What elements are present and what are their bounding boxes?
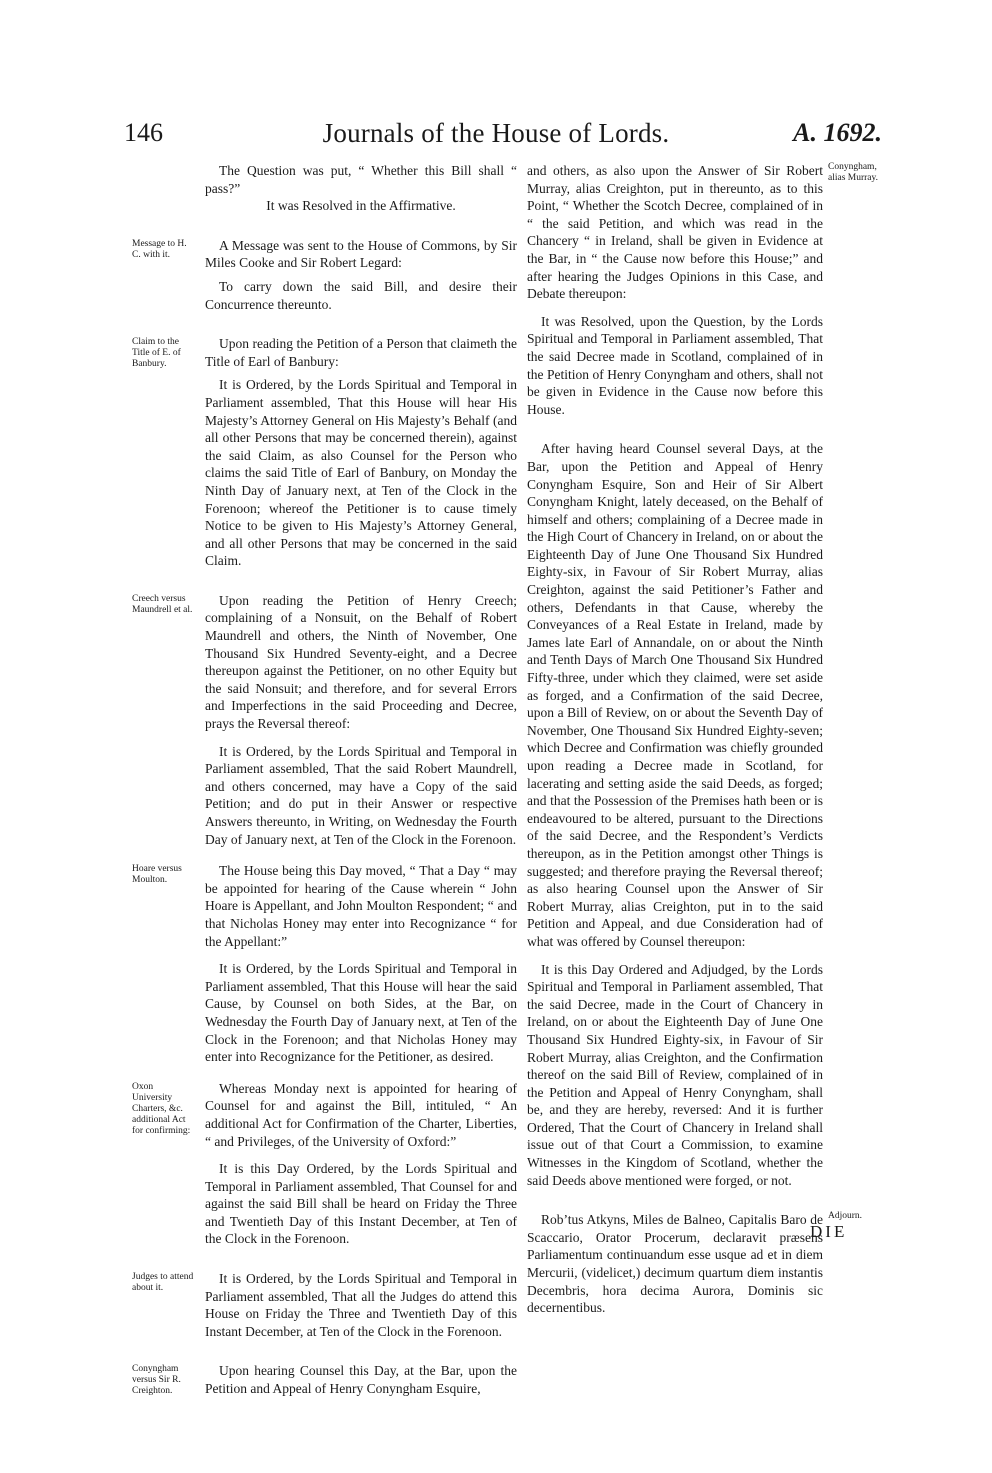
hoare-text: The House being this Day moved, “ That a Day “ may be appointed for hearing of the Cause wherein “ John Hoare is Appellant, and John Moulton Respondent; “ and that Nicholas Honey may enter into Recognizance “ for the Appellant:” xyxy=(205,863,517,949)
adjudged-text: It is this Day Ordered and Adjudged, by the Lords Spiritual and Temporal in Parliament assembled, That the said Decree, made in the Court of Chancery in Ireland, on or about the Eighteenth Day of June One Thousand Six Hundred Eighty-six, in Favour of Sir Robert Murray, alias Creighton, and the Confirmation thereof on the said Bill of Review, complained of in the Petition and Appeal of Henry Conyngham, shall be, and they are hereby, reversed: And it is further Ordered, That the Court of Chancery in Ireland shall issue out of that Court a Commission, to examine Witnesses in the Kingdom of Scotland, whether the said Deeds above mentioned were forged, or not. xyxy=(527,961,823,1188)
page-number: 146 xyxy=(124,118,163,147)
right-column xyxy=(527,162,879,1317)
bill-resolved: It was Resolved in the Affirmative. xyxy=(266,198,456,214)
claim-text: Upon reading the Petition of a Person that claimeth the Title of Earl of Banbury: xyxy=(205,336,517,369)
resolved-text: It was Resolved, upon the Question, by the Lords Spiritual and Temporal in Parliament assembled, That the said Decree made in Scotland, complained of in the Petition of Henry Conyngham and others, shall not be given in Evidence in the Cause now before this House. xyxy=(527,313,823,417)
margin-note-creech: Creech versus Maundrell et al. xyxy=(132,593,193,615)
margin-note-message: Message to H. C. with it. xyxy=(132,238,187,260)
entry-hoare xyxy=(132,862,517,1066)
adjourn-text: Rob’tus Atkyns, Miles de Balneo, Capitalis Baro de Scaccario, Orator Procerum, declaravit præsens Parliamentum continuandum esse usque ad et in diem Mercurii, (videlicet,) decimum quartum diem instantis Decembris, hora decima Aurora, Dominis sic decernentibus. xyxy=(527,1212,823,1316)
entry-message xyxy=(132,237,517,313)
creech-text: Upon reading the Petition of Henry Creech; complaining of a Nonsuit, on the Behalf of Robert Maundrell and others, the Ninth of November, One Thousand Six Hundred Seventy-eight, and a Decree thereupon against the Petitioner, on no other Equity but the said Nonsuit; and therefore, and for several Errors and Imperfections in the said Proceeding and Decree, prays the Reversal thereof: xyxy=(205,592,517,732)
margin-note-conyngham-murray: Conyngham, alias Murray. xyxy=(828,162,879,183)
message-text-2: To carry down the said Bill, and desire their Concurrence thereunto. xyxy=(205,278,517,312)
bill-question: The Question was put, “ Whether this Bill shall “ pass?” xyxy=(205,163,517,196)
margin-note-hoare: Hoare versus Moulton. xyxy=(132,864,182,886)
claim-order: It is Ordered, by the Lords Spiritual and Temporal in Parliament assembled, That this House will hear His Majesty’s Attorney General on His Majesty’s Behalf (and all other Persons that may be concerned therein), against the said Claim, as also Counsel for the Person who claims the said Title of Earl of Banbury, on Monday the Ninth Day of January next, at Ten of the Clock in the Forenoon; whereof the Petitioner is to cause timely Notice to be given to His Majesty’s Attorney General, and all other Persons that may be concerned in the said Claim. xyxy=(205,377,517,569)
entry-creech xyxy=(132,592,517,848)
after-hearing-text: After having heard Counsel several Days, at the Bar, upon the Petition and Appeal of Henry Conyngham Esquire, Son and Heir of Sir Albert Conyngham Knight, lately deceased, on the Behalf of himself and others; complaining of a Decree made in the High Court of Chancery in Ireland, on or about the Eighteenth Day of June One Thousand Six Hundred Eighty-six, in Favour of Sir Robert Murray, alias Creighton, against the said Petitioner’s Father and others, Defendants in that Cause, whereby the Conveyances of a Real Estate in Ireland, made by James late Earl of Annandale, on or about the Ninth and Tenth Days of March One Thousand Six Hundred Fifty-three, under which they claimed, were set aside as forged, and a Confirmation of the said Decree, upon a Bill of Review, on or about the Seventh Day of November, One Thousand Six Hundred Eighty-seven; which Decree and Confirmation was chiefly grounded upon reading a Decree made in Scotland, for lacerating and setting aside the said Deeds, as forged; and that the Possession of the Premises hath been or is endeavoured to be altered, pursuant to the Directions of the said Decree, and the Respondent’s Verdicts thereupon, as in the Petition amongst other Things is suggested; and therefore praying the Reversal thereof; as also hearing Counsel upon the Answer of Sir Robert Murray, alias Creighton, put in to the said Petition and Appeal, and due Consideration had of what was offered by Counsel thereupon: xyxy=(527,441,823,949)
journal-year: A. 1692. xyxy=(793,118,882,147)
message-text: A Message was sent to the House of Commons, by Sir Miles Cooke and Sir Robert Legard: xyxy=(205,237,517,271)
entry-oxon xyxy=(132,1080,517,1248)
page-header xyxy=(110,118,882,158)
entry-conyngham xyxy=(132,1362,517,1397)
entry-judges xyxy=(132,1270,517,1340)
oxon-text: Whereas Monday next is appointed for hearing of Counsel for and against the Bill, intituled, “ An additional Act for Confirmation of the Charter, Liberties, “ and Privileges, of the University of Oxford:” xyxy=(205,1080,517,1149)
entry-adjourn xyxy=(527,1211,863,1317)
entry-claim xyxy=(132,335,517,570)
left-column xyxy=(132,162,517,1398)
judges-order: It is Ordered, by the Lords Spiritual and Temporal in Parliament assembled, That all the Judges do attend this House on Friday the Three and Twentieth Day of this Instant December, at Ten of the Clock in the Forenoon. xyxy=(205,1271,517,1339)
oxon-order: It is this Day Ordered, by the Lords Spiritual and Temporal in Parliament assembled, That Counsel for and against the said Bill shall be heard on Friday the Three and Twentieth Day of this Instant December, at Ten of the Clock in the Forenoon. xyxy=(205,1161,517,1247)
conyngham-continued-text: and others, as also upon the Answer of Sir Robert Murray, alias Creighton, put in thereunto, as to this Point, “ Whether the Scotch Decree, complained of in “ the said Petition, and which was read in the Chancery “ in Ireland, shall be given in Evidence at the Bar, in “ the Cause now before this House;” and after hearing the Judges Opinions in this Case, and Debate thereupon: xyxy=(527,163,823,302)
conyngham-text: Upon hearing Counsel this Day, at the Bar, upon the Petition and Appeal of Henry Conyngham Esquire, xyxy=(205,1363,517,1397)
margin-note-judges: Judges to attend about it. xyxy=(132,1272,194,1294)
creech-order: It is Ordered, by the Lords Spiritual and Temporal in Parliament assembled, That the said Robert Maundrell, and others concerned, may have a Copy of the said Petition; and do put in their Answer or respective Answers thereunto, in Writing, on Wednesday the Fourth Day of January next, at Ten of the Clock in the Forenoon. xyxy=(205,743,517,847)
journal-title: Journals of the House of Lords. xyxy=(322,118,670,148)
margin-note-adjourn: Adjourn. xyxy=(828,1211,863,1222)
catchword: DIE xyxy=(810,1222,848,1241)
margin-note-claim: Claim to the Title of E. of Banbury. xyxy=(132,337,181,370)
entry-conyngham-continued xyxy=(527,162,879,303)
hoare-order: It is Ordered, by the Lords Spiritual and Temporal in Parliament assembled, That this House will hear the said Cause, by Counsel on both Sides, at the Bar, on Wednesday the Fourth Day of January next, at Ten of the Clock in the Forenoon; and that Nicholas Honey may enter into Recognizance for the Petitioner, as desired. xyxy=(205,961,517,1065)
margin-note-oxon: Oxon University Charters, &c. additional Act for confirming: xyxy=(132,1081,191,1136)
margin-note-conyngham: Conyngham versus Sir R. Creighton. xyxy=(132,1364,181,1397)
